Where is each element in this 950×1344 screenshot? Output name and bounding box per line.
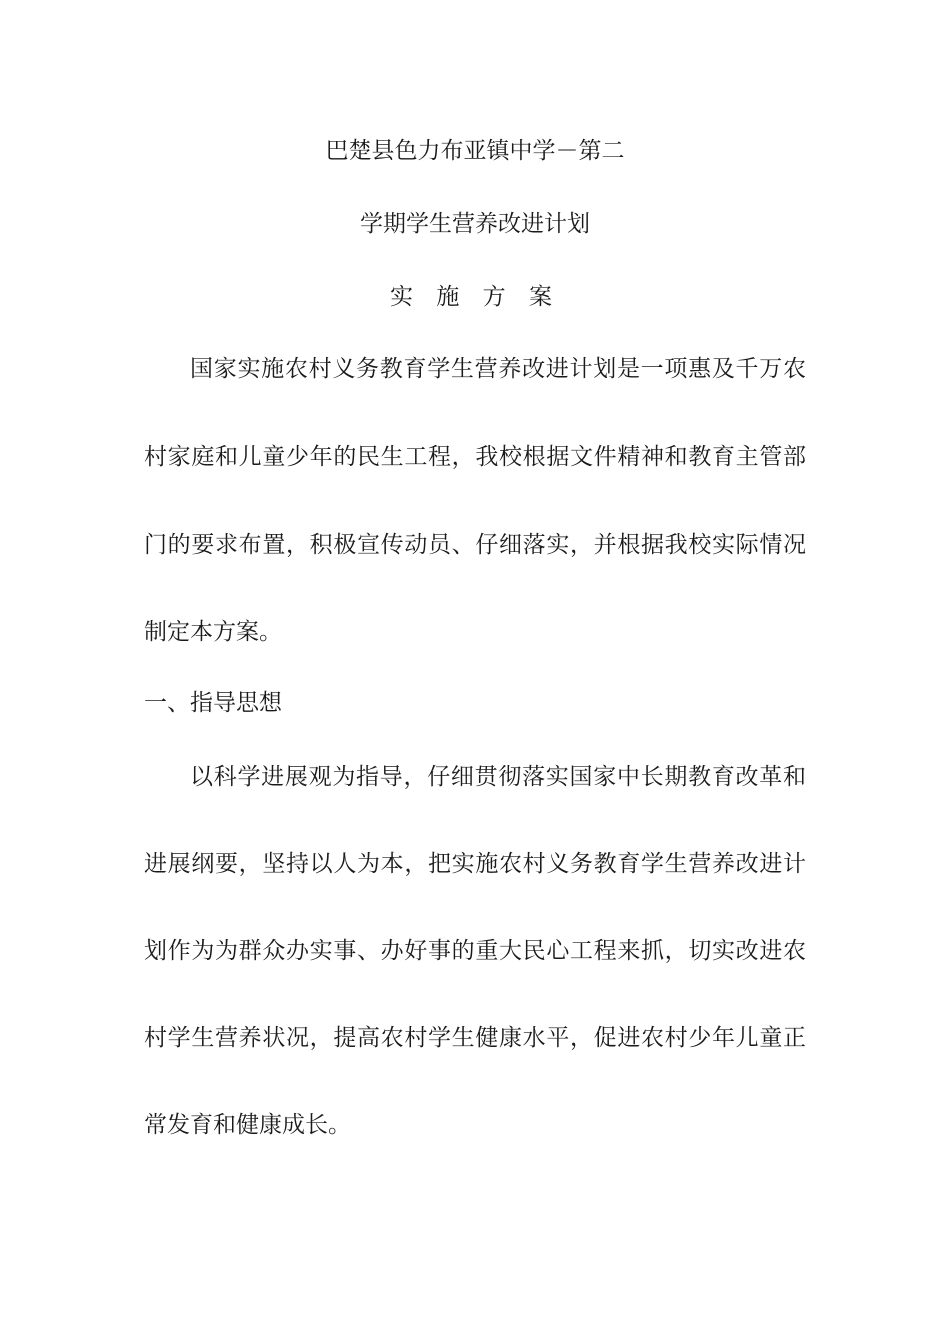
section1-line-5: 常发育和健康成长。 <box>144 1112 351 1138</box>
title-line-1: 巴楚县色力布亚镇中学－第二 <box>325 138 625 164</box>
section1-line-2: 进展纲要，坚持以人为本，把实施农村义务教育学生营养改进计 <box>144 851 806 877</box>
title-line-2: 学期学生营养改进计划 <box>360 211 590 237</box>
section-heading-guiding-ideology: 一、指导思想 <box>144 690 282 716</box>
intro-line-3: 门的要求布置，积极宣传动员、仔细落实，并根据我校实际情况 <box>144 532 806 558</box>
section1-line-4: 村学生营养状况，提高农村学生健康水平，促进农村少年儿童正 <box>144 1025 806 1051</box>
section1-line-3: 划作为为群众办实事、办好事的重大民心工程来抓，切实改进农 <box>144 938 806 964</box>
intro-line-1: 国家实施农村义务教育学生营养改进计划是一项惠及千万农 <box>190 356 806 382</box>
intro-line-2: 村家庭和儿童少年的民生工程，我校根据文件精神和教育主管部 <box>144 444 806 470</box>
section1-line-1: 以科学进展观为指导，仔细贯彻落实国家中长期教育改革和 <box>190 764 806 790</box>
intro-line-4: 制定本方案。 <box>144 619 282 645</box>
title-line-3: 实 施 方 案 <box>390 284 560 310</box>
